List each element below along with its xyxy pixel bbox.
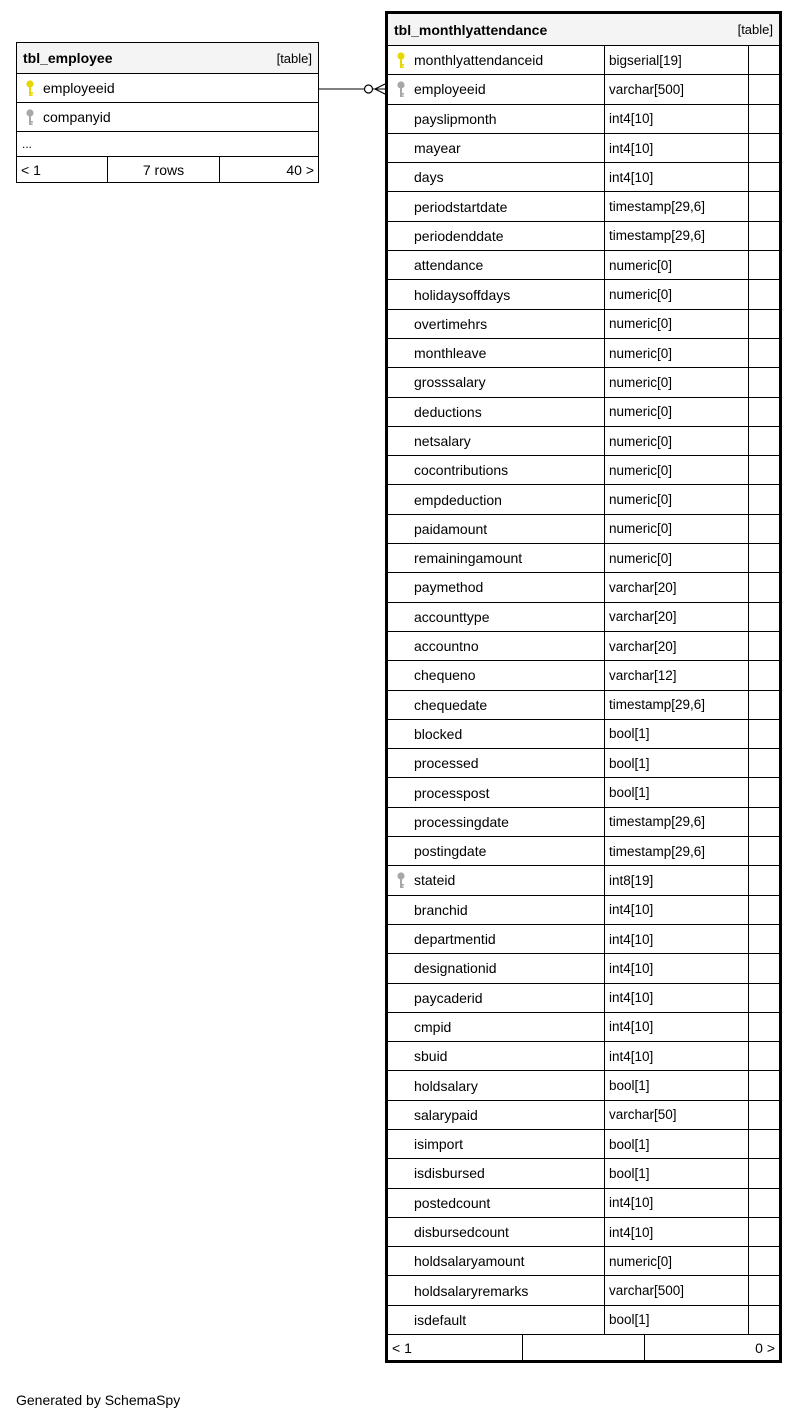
column-row[interactable] bbox=[388, 896, 779, 925]
column-type: int4[10] bbox=[605, 896, 749, 924]
column-name: branchid bbox=[414, 901, 468, 918]
column-blank-cell bbox=[749, 1218, 779, 1246]
column-name: mayear bbox=[414, 140, 461, 157]
column-row[interactable] bbox=[388, 1013, 779, 1042]
table-kind: [table] bbox=[276, 50, 312, 66]
column-type: varchar[20] bbox=[605, 573, 749, 601]
column-name: isimport bbox=[414, 1136, 464, 1153]
column-type: timestamp[29,6] bbox=[605, 222, 749, 250]
column-name-cell bbox=[388, 368, 605, 396]
column-row[interactable] bbox=[388, 778, 779, 807]
column-name-cell bbox=[388, 896, 605, 924]
column-name-cell bbox=[388, 75, 605, 103]
column-name: overtimehrs bbox=[414, 315, 488, 332]
column-blank-cell bbox=[749, 691, 779, 719]
column-type: varchar[12] bbox=[605, 661, 749, 689]
column-type: timestamp[29,6] bbox=[605, 691, 749, 719]
column-blank-cell bbox=[749, 310, 779, 338]
column-blank-cell bbox=[749, 573, 779, 601]
column-row[interactable] bbox=[388, 46, 779, 75]
column-row[interactable] bbox=[388, 398, 779, 427]
column-name: designationid bbox=[414, 960, 497, 977]
primary-key-icon bbox=[396, 52, 406, 69]
column-blank-cell bbox=[749, 808, 779, 836]
column-row[interactable] bbox=[388, 691, 779, 720]
row-count bbox=[523, 1335, 645, 1360]
column-row[interactable] bbox=[388, 632, 779, 661]
table-header bbox=[388, 14, 779, 46]
column-name: days bbox=[414, 169, 444, 186]
column-type: numeric[0] bbox=[605, 251, 749, 279]
column-name-cell bbox=[388, 984, 605, 1012]
column-type: int4[10] bbox=[605, 984, 749, 1012]
column-name-cell bbox=[388, 808, 605, 836]
column-name-cell bbox=[388, 1247, 605, 1275]
column-type: numeric[0] bbox=[605, 456, 749, 484]
column-type: bool[1] bbox=[605, 1071, 749, 1099]
column-blank-cell bbox=[749, 339, 779, 367]
column-name-cell bbox=[388, 1276, 605, 1304]
column-name: attendance bbox=[414, 257, 484, 274]
column-name: companyid bbox=[43, 109, 111, 125]
column-blank-cell bbox=[749, 280, 779, 308]
column-row[interactable] bbox=[388, 1218, 779, 1247]
column-type: timestamp[29,6] bbox=[605, 837, 749, 865]
column-name-cell bbox=[388, 134, 605, 162]
generator-credit: Generated by SchemaSpy bbox=[16, 1392, 181, 1408]
column-row[interactable] bbox=[388, 105, 779, 134]
column-row[interactable] bbox=[388, 1042, 779, 1071]
column-row[interactable] bbox=[388, 1071, 779, 1100]
column-row[interactable] bbox=[388, 984, 779, 1013]
more-columns-ellipsis: ... bbox=[17, 132, 318, 157]
column-name: accountno bbox=[414, 638, 479, 655]
column-name: netsalary bbox=[414, 433, 471, 449]
relationship-optional-circle bbox=[365, 85, 373, 93]
column-row[interactable] bbox=[388, 1306, 779, 1335]
column-row[interactable] bbox=[388, 456, 779, 485]
column-row[interactable] bbox=[388, 573, 779, 602]
column-name: holdsalaryamount bbox=[414, 1253, 525, 1270]
column-name: holdsalary bbox=[414, 1077, 478, 1094]
column-name-cell bbox=[388, 954, 605, 982]
crowfoot-upper bbox=[375, 84, 385, 89]
column-blank-cell bbox=[749, 720, 779, 748]
column-row[interactable] bbox=[388, 954, 779, 983]
column-name-cell bbox=[17, 74, 318, 102]
column-row[interactable] bbox=[388, 368, 779, 397]
column-name-cell bbox=[17, 103, 318, 131]
column-name: empdeduction bbox=[414, 491, 502, 508]
table-nav bbox=[17, 157, 318, 182]
column-name: periodstartdate bbox=[414, 198, 508, 215]
column-name-cell bbox=[388, 573, 605, 601]
column-name-cell bbox=[388, 1306, 605, 1334]
column-name: blocked bbox=[414, 725, 463, 742]
column-row[interactable] bbox=[388, 661, 779, 690]
column-blank-cell bbox=[749, 1071, 779, 1099]
column-row[interactable] bbox=[388, 749, 779, 778]
column-type: numeric[0] bbox=[605, 485, 749, 513]
column-type: varchar[50] bbox=[605, 1101, 749, 1129]
column-type: int4[10] bbox=[605, 163, 749, 191]
column-name-cell bbox=[388, 925, 605, 953]
column-type: int4[10] bbox=[605, 1013, 749, 1041]
column-blank-cell bbox=[749, 1247, 779, 1275]
column-row[interactable] bbox=[388, 1130, 779, 1159]
column-name-cell bbox=[388, 544, 605, 572]
column-name: paidamount bbox=[414, 520, 488, 537]
column-name: accounttype bbox=[414, 608, 490, 625]
column-name: payslipmonth bbox=[414, 110, 497, 127]
column-name-cell bbox=[388, 691, 605, 719]
column-name-cell bbox=[388, 1159, 605, 1187]
column-name: processingdate bbox=[414, 813, 509, 830]
column-row[interactable] bbox=[388, 310, 779, 339]
column-blank-cell bbox=[749, 896, 779, 924]
column-type: bigserial[19] bbox=[605, 46, 749, 74]
column-blank-cell bbox=[749, 398, 779, 426]
column-name-cell bbox=[388, 280, 605, 308]
column-row[interactable] bbox=[388, 339, 779, 368]
column-name: cmpid bbox=[414, 1018, 452, 1035]
column-name-cell bbox=[388, 1218, 605, 1246]
column-type: timestamp[29,6] bbox=[605, 192, 749, 220]
column-type: int4[10] bbox=[605, 1218, 749, 1246]
table-name[interactable]: tbl_employee bbox=[23, 50, 113, 66]
column-name: chequeno bbox=[414, 667, 476, 684]
column-blank-cell bbox=[749, 75, 779, 103]
column-name: chequedate bbox=[414, 696, 488, 713]
column-type: numeric[0] bbox=[605, 310, 749, 338]
column-type: numeric[0] bbox=[605, 280, 749, 308]
column-type: int4[10] bbox=[605, 954, 749, 982]
column-row[interactable] bbox=[388, 603, 779, 632]
column-blank-cell bbox=[749, 46, 779, 74]
column-type: bool[1] bbox=[605, 1306, 749, 1334]
column-name-cell bbox=[388, 778, 605, 806]
primary-key-icon bbox=[25, 80, 35, 97]
column-type: bool[1] bbox=[605, 1159, 749, 1187]
column-name-cell bbox=[388, 1189, 605, 1217]
column-type: int4[10] bbox=[605, 1189, 749, 1217]
column-blank-cell bbox=[749, 192, 779, 220]
column-row[interactable] bbox=[388, 485, 779, 514]
foreign-key-icon bbox=[25, 109, 35, 126]
column-row[interactable] bbox=[388, 1276, 779, 1305]
column-name: paymethod bbox=[414, 579, 484, 596]
column-blank-cell bbox=[749, 1042, 779, 1070]
column-name-cell bbox=[388, 866, 605, 894]
parents-link[interactable]: 0 > bbox=[755, 1339, 775, 1356]
table-name[interactable]: tbl_monthlyattendance bbox=[394, 21, 548, 38]
column-blank-cell bbox=[749, 456, 779, 484]
column-name-cell bbox=[388, 1013, 605, 1041]
column-type: timestamp[29,6] bbox=[605, 808, 749, 836]
column-blank-cell bbox=[749, 222, 779, 250]
row-count: 7 rows bbox=[108, 157, 220, 182]
column-name-cell bbox=[388, 515, 605, 543]
column-name: monthleave bbox=[414, 345, 487, 362]
column-name-cell bbox=[388, 398, 605, 426]
column-name-cell bbox=[388, 105, 605, 133]
children-link[interactable]: < 1 bbox=[17, 157, 108, 182]
column-row[interactable] bbox=[388, 192, 779, 221]
foreign-key-icon bbox=[396, 872, 406, 889]
column-blank-cell bbox=[749, 925, 779, 953]
column-name-cell bbox=[388, 427, 605, 455]
column-name-cell bbox=[388, 456, 605, 484]
column-type: varchar[500] bbox=[605, 75, 749, 103]
column-name: processpost bbox=[414, 784, 490, 801]
column-type: numeric[0] bbox=[605, 544, 749, 572]
column-name-cell bbox=[388, 163, 605, 191]
column-type: bool[1] bbox=[605, 778, 749, 806]
column-type: numeric[0] bbox=[605, 398, 749, 426]
column-row[interactable] bbox=[17, 103, 318, 132]
column-name-cell bbox=[388, 1130, 605, 1158]
column-blank-cell bbox=[749, 954, 779, 982]
column-name-cell bbox=[388, 1071, 605, 1099]
column-name: postedcount bbox=[414, 1194, 491, 1211]
column-name-cell bbox=[388, 1042, 605, 1070]
column-row[interactable] bbox=[388, 544, 779, 573]
column-row[interactable] bbox=[388, 515, 779, 544]
column-name: cocontributions bbox=[414, 462, 509, 479]
column-blank-cell bbox=[749, 485, 779, 513]
column-name: deductions bbox=[414, 403, 482, 420]
column-name: disbursedcount bbox=[414, 1224, 509, 1241]
column-name-cell bbox=[388, 632, 605, 660]
column-blank-cell bbox=[749, 544, 779, 572]
column-type: bool[1] bbox=[605, 1130, 749, 1158]
column-row[interactable] bbox=[388, 163, 779, 192]
column-row[interactable] bbox=[388, 1247, 779, 1276]
table-nav bbox=[388, 1335, 779, 1360]
column-row[interactable] bbox=[388, 720, 779, 749]
column-type: numeric[0] bbox=[605, 368, 749, 396]
column-blank-cell bbox=[749, 368, 779, 396]
column-name: postingdate bbox=[414, 843, 487, 860]
column-name-cell bbox=[388, 603, 605, 631]
table-employee[interactable] bbox=[16, 42, 319, 183]
column-type: varchar[500] bbox=[605, 1276, 749, 1304]
column-name-cell bbox=[388, 837, 605, 865]
column-blank-cell bbox=[749, 1276, 779, 1304]
column-row[interactable] bbox=[388, 75, 779, 104]
column-blank-cell bbox=[749, 837, 779, 865]
column-row[interactable] bbox=[388, 1101, 779, 1130]
column-blank-cell bbox=[749, 1013, 779, 1041]
column-name: periodenddate bbox=[414, 227, 504, 244]
column-blank-cell bbox=[749, 163, 779, 191]
column-type: bool[1] bbox=[605, 720, 749, 748]
parents-link[interactable]: 40 > bbox=[286, 161, 314, 178]
column-blank-cell bbox=[749, 105, 779, 133]
column-name: processed bbox=[414, 755, 479, 772]
table-header bbox=[17, 43, 318, 74]
column-blank-cell bbox=[749, 984, 779, 1012]
column-name: salarypaid bbox=[414, 1106, 478, 1123]
column-blank-cell bbox=[749, 515, 779, 543]
column-type: varchar[20] bbox=[605, 632, 749, 660]
column-name: employeeid bbox=[43, 80, 115, 96]
column-row[interactable] bbox=[388, 1189, 779, 1218]
column-blank-cell bbox=[749, 661, 779, 689]
column-row[interactable] bbox=[388, 925, 779, 954]
column-name-cell bbox=[388, 222, 605, 250]
column-name: isdisbursed bbox=[414, 1165, 485, 1182]
column-blank-cell bbox=[749, 1130, 779, 1158]
table-kind: [table] bbox=[737, 22, 773, 37]
column-name: monthlyattendanceid bbox=[414, 52, 544, 69]
column-blank-cell bbox=[749, 866, 779, 894]
column-blank-cell bbox=[749, 1159, 779, 1187]
column-type: int4[10] bbox=[605, 105, 749, 133]
column-name-cell bbox=[388, 720, 605, 748]
column-name: isdefault bbox=[414, 1311, 467, 1328]
column-name: grosssalary bbox=[414, 374, 486, 391]
column-name-cell bbox=[388, 1101, 605, 1129]
column-type: int4[10] bbox=[605, 134, 749, 162]
column-name-cell bbox=[388, 192, 605, 220]
column-blank-cell bbox=[749, 632, 779, 660]
column-row[interactable] bbox=[388, 866, 779, 895]
column-name-cell bbox=[388, 485, 605, 513]
column-name: employeeid bbox=[414, 81, 486, 98]
column-blank-cell bbox=[749, 749, 779, 777]
column-blank-cell bbox=[749, 1306, 779, 1334]
children-link[interactable]: < 1 bbox=[388, 1335, 523, 1360]
column-blank-cell bbox=[749, 778, 779, 806]
column-name-cell bbox=[388, 749, 605, 777]
column-type: varchar[20] bbox=[605, 603, 749, 631]
column-row[interactable] bbox=[388, 1159, 779, 1188]
column-name: remainingamount bbox=[414, 550, 523, 567]
column-name: holdsalaryremarks bbox=[414, 1282, 529, 1299]
column-name: sbuid bbox=[414, 1048, 448, 1065]
column-blank-cell bbox=[749, 1189, 779, 1217]
column-type: int4[10] bbox=[605, 925, 749, 953]
column-type: bool[1] bbox=[605, 749, 749, 777]
column-name: departmentid bbox=[414, 931, 496, 948]
column-name: paycaderid bbox=[414, 989, 483, 1006]
column-name-cell bbox=[388, 46, 605, 74]
column-type: numeric[0] bbox=[605, 339, 749, 367]
column-row[interactable] bbox=[388, 134, 779, 163]
column-name-cell bbox=[388, 661, 605, 689]
column-row[interactable] bbox=[17, 74, 318, 103]
column-type: numeric[0] bbox=[605, 427, 749, 455]
column-name-cell bbox=[388, 251, 605, 279]
column-name-cell bbox=[388, 310, 605, 338]
column-row[interactable] bbox=[388, 280, 779, 309]
column-row[interactable] bbox=[388, 222, 779, 251]
column-row[interactable] bbox=[388, 808, 779, 837]
column-blank-cell bbox=[749, 1101, 779, 1129]
column-type: int8[19] bbox=[605, 866, 749, 894]
column-blank-cell bbox=[749, 603, 779, 631]
foreign-key-icon bbox=[396, 81, 406, 98]
column-blank-cell bbox=[749, 427, 779, 455]
column-blank-cell bbox=[749, 251, 779, 279]
column-type: numeric[0] bbox=[605, 1247, 749, 1275]
table-monthlyattendance[interactable] bbox=[385, 11, 782, 1363]
column-row[interactable] bbox=[388, 837, 779, 866]
column-name: stateid bbox=[414, 872, 456, 889]
column-type: int4[10] bbox=[605, 1042, 749, 1070]
column-name-cell bbox=[388, 339, 605, 367]
column-row[interactable] bbox=[388, 251, 779, 280]
column-type: numeric[0] bbox=[605, 515, 749, 543]
crowfoot-lower bbox=[375, 89, 385, 94]
column-name: holidaysoffdays bbox=[414, 286, 511, 303]
column-blank-cell bbox=[749, 134, 779, 162]
column-row[interactable] bbox=[388, 427, 779, 456]
